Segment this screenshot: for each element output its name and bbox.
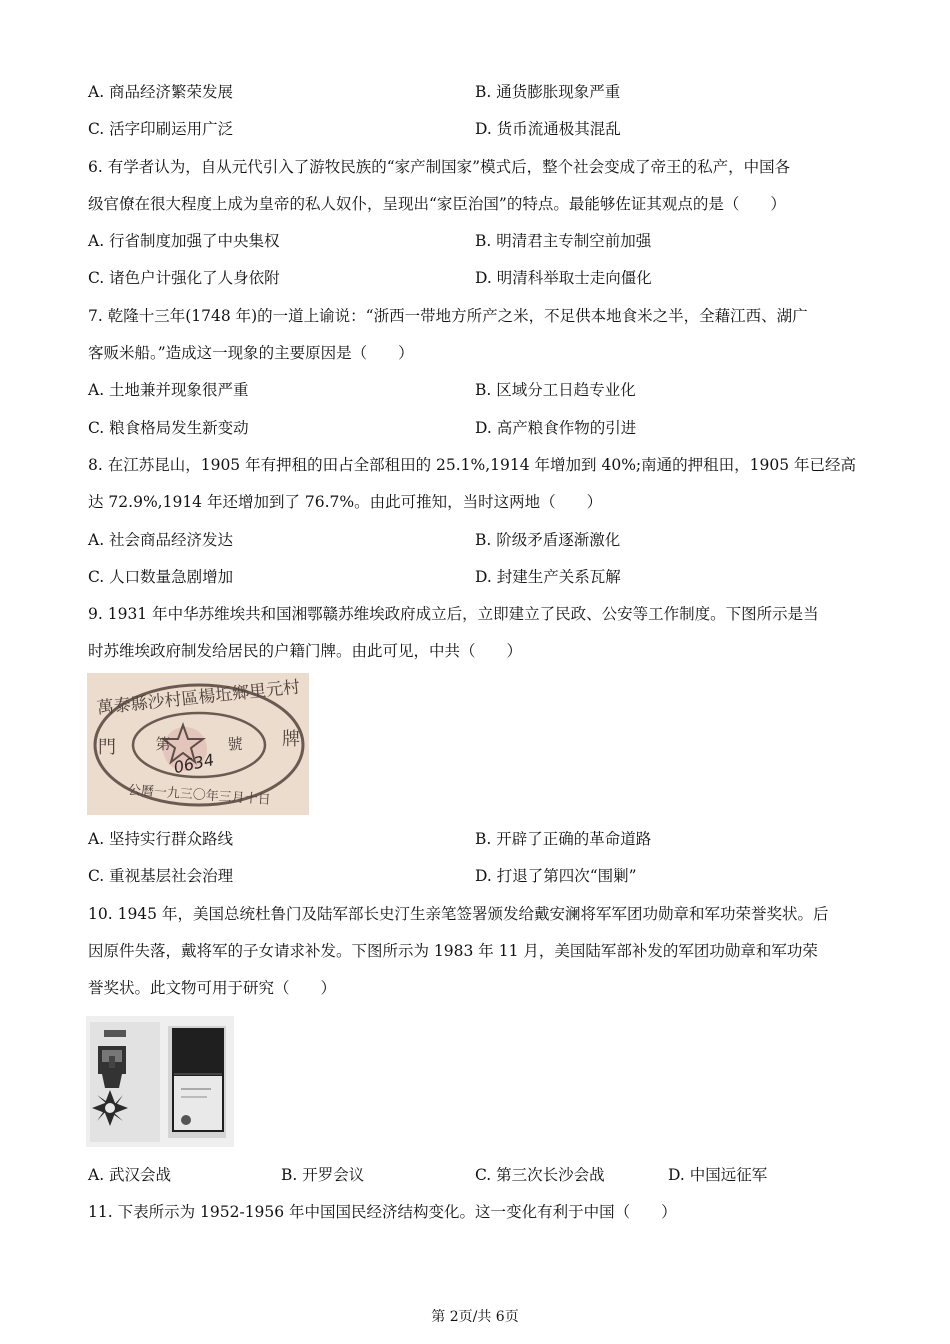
q8-option-b: B. 阶级矛盾逐渐激化	[475, 531, 621, 549]
q10-stem-line3: 誉奖状。此文物可用于研究（ ）	[88, 979, 337, 997]
plate-top-text: 萬泰縣沙村區楊坵鄉里元村	[95, 677, 301, 719]
q6-stem-line1: 6. 有学者认为，自从元代引入了游牧民族的“家产制国家”模式后，整个社会变成了帝王的私产，中国各	[88, 158, 791, 176]
q8-option-a: A. 社会商品经济发达	[88, 531, 234, 549]
q10-option-c: C. 第三次长沙会战	[475, 1166, 605, 1184]
q8-stem-line1: 8. 在江苏昆山，1905 年有押租的田占全部租田的 25.1%,1914 年增加到 40%;南通的押租田，1905 年已经高	[88, 456, 857, 474]
q9-option-b: B. 开辟了正确的革命道路	[475, 830, 652, 848]
q6-stem-line2: 级官僚在很大程度上成为皇帝的私人奴仆，呈现出“家臣治国”的特点。最能够佐证其观点的是（ ）	[88, 195, 786, 213]
q7-option-c: C. 粮食格局发生新变动	[88, 419, 249, 437]
q7-stem-line1: 7. 乾隆十三年(1748 年)的一道上谕说：“浙西一带地方所产之米，不足供本地食米之半，全藉江西、湖广	[88, 307, 808, 325]
q8-option-d: D. 封建生产关系瓦解	[475, 568, 621, 586]
plate-left-char: 門	[98, 737, 116, 758]
q9-option-c: C. 重视基层社会治理	[88, 867, 234, 885]
medal-certificate-drawing	[86, 1016, 234, 1147]
q9-stem-line1: 9. 1931 年中华苏维埃共和国湘鄂赣苏维埃政府成立后，立即建立了民政、公安等工作制度。下图所示是当	[88, 605, 819, 623]
q10-option-b: B. 开罗会议	[281, 1166, 365, 1184]
q7-option-d: D. 高产粮食作物的引进	[475, 419, 637, 437]
q5-option-c: C. 活字印刷运用广泛	[88, 120, 234, 138]
q11-stem-line1: 11. 下表所示为 1952-1956 年中国国民经济结构变化。这一变化有利于中国（ ）	[88, 1203, 677, 1221]
q9-stem-line2: 时苏维埃政府制发给居民的户籍门牌。由此可见，中共（ ）	[88, 642, 523, 660]
q10-stem-line2: 因原件失落，戴将军的子女请求补发。下图所示为 1983 年 11 月，美国陆军部补发的军团功勋章和军功荣	[88, 942, 818, 960]
q10-option-a: A. 武汉会战	[88, 1166, 172, 1184]
q5-option-d: D. 货币流通极其混乱	[475, 120, 621, 138]
q5-option-b: B. 通货膨胀现象严重	[475, 83, 621, 101]
q8-stem-line2: 达 72.9%,1914 年还增加到了 76.7%。由此可推知，当时这两地（ ）	[88, 493, 603, 511]
page-number-footer: 第 2页/共 6页	[431, 1309, 519, 1325]
plate-date: 公曆一九三〇年三月十日	[127, 783, 272, 808]
plate-di: 第	[155, 735, 171, 753]
q6-option-a: A. 行省制度加强了中央集权	[88, 232, 280, 250]
q7-option-a: A. 土地兼并现象很严重	[88, 381, 249, 399]
q6-option-c: C. 诸色户计强化了人身依附	[88, 269, 280, 287]
q10-option-d: D. 中国远征军	[668, 1166, 768, 1184]
q10-stem-line1: 10. 1945 年，美国总统杜鲁门及陆军部长史汀生亲笔签署颁发给戴安澜将军军团功勋章和军功荣誉奖状。后	[88, 905, 829, 923]
q6-option-b: B. 明清君主专制空前加强	[475, 232, 652, 250]
q7-stem-line2: 客贩米船。”造成这一现象的主要原因是（ ）	[88, 344, 414, 362]
household-plate-image	[87, 673, 309, 815]
q8-option-c: C. 人口数量急剧增加	[88, 568, 234, 586]
plate-hao: 號	[227, 735, 243, 753]
q6-option-d: D. 明清科举取士走向僵化	[475, 269, 652, 287]
plate-right-char: 牌	[282, 729, 300, 750]
household-plate-drawing	[87, 673, 309, 815]
q9-option-a: A. 坚持实行群众路线	[88, 830, 234, 848]
plate-number: 0634	[171, 750, 216, 778]
q7-option-b: B. 区域分工日趋专业化	[475, 381, 636, 399]
q9-option-d: D. 打退了第四次“围剿”	[475, 867, 637, 885]
q5-option-a: A. 商品经济繁荣发展	[88, 83, 234, 101]
medal-certificate-image	[86, 1016, 234, 1147]
